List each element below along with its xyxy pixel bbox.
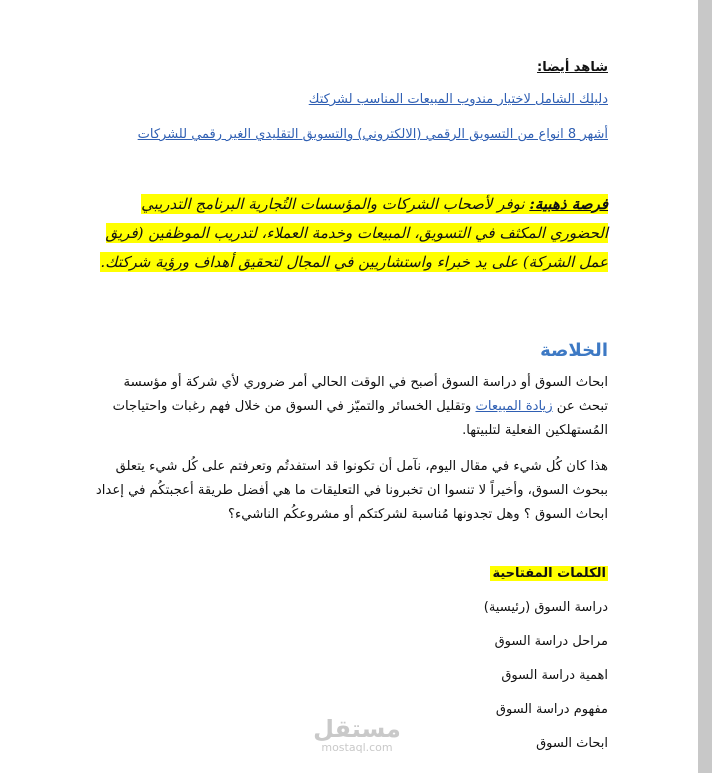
- golden-opportunity-callout: [88, 190, 608, 277]
- keywords-title: الكلمات المفتاحية: [492, 566, 606, 581]
- keyword-item: مراحل دراسة السوق: [494, 634, 608, 649]
- see-also-link-marketing-types[interactable]: أشهر 8 انواع من التسويق الرقمي (الالكتروني) والتسويق التقليدي الغير رقمي للشركات: [137, 127, 608, 142]
- keyword-item: ابحاث السوق: [536, 736, 608, 751]
- keyword-item: اهمية دراسة السوق: [501, 668, 608, 683]
- see-also-link-sales-rep[interactable]: دليلك الشامل لاختيار مندوب المبيعات المناسب لشركتك: [308, 92, 608, 107]
- mostaql-watermark: [312, 716, 402, 754]
- watermark-latin: mostaql.com: [321, 741, 393, 754]
- opportunity-text: نوفر لأصحاب الشركات والمؤسسات التُجارية البرنامج التدريبي الحضوري المكثف في التسويق، المبيعات وخدمة العملاء، لتدريب الموظفين (فريق عمل الشركة) على يد خبراء واستشاريين في المجال لتحقيق أهداف ورؤية شركتك.: [100, 195, 608, 271]
- watermark-arabic: مستقل: [313, 715, 401, 743]
- summary-paragraph-2: هذا كان كُل شيء في مقال اليوم، نآمل أن تكونوا قد استفدتُم وتعرفتم على كُل شيء يتعلق ببحوث السوق، وأخيراً لا تنسوا ان تخبرونا في التعليقات ما هي أفضل طريقة أعجبتكُم في إعداد ابحاث السوق ؟ وهل تجدونها مُناسبة لشركتكم أو مشروعكُم الناشيء؟: [95, 459, 608, 522]
- summary-paragraph-1-end: وتقليل الخسائر والتميّز في السوق من خلال فهم رغبات واحتياجات المُستهلكين الفعلية لتلبيتها.: [112, 399, 608, 438]
- summary-heading: الخلاصة: [540, 340, 608, 361]
- window-edge-bar: [698, 0, 712, 773]
- keyword-item: دراسة السوق (رئيسية): [483, 600, 608, 615]
- keywords-list: [484, 598, 608, 768]
- keyword-item: مفهوم دراسة السوق: [495, 702, 608, 717]
- see-also-title: شاهد أيضا:: [537, 60, 608, 75]
- summary-paragraph-1: [93, 371, 608, 443]
- opportunity-label: فرصة ذهبية:: [529, 195, 608, 213]
- document-page: [90, 0, 608, 773]
- summary-paragraph-1-start: ابحاث السوق أو دراسة السوق أصبح في الوقت الحالي أمر ضروري لأي شركة أو مؤسسة تبحث عن: [123, 375, 608, 414]
- increase-sales-link[interactable]: زيادة المبيعات: [475, 399, 553, 414]
